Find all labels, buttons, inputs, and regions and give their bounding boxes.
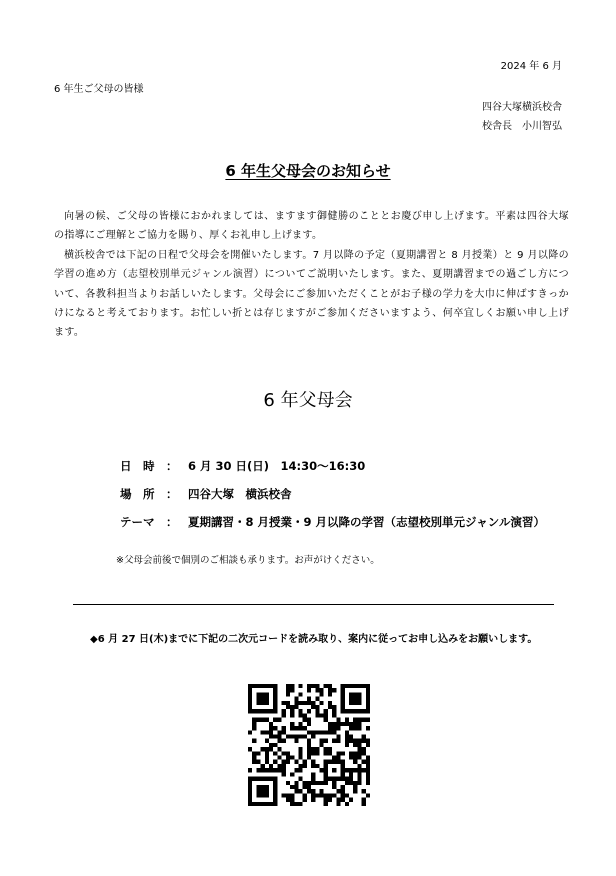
meeting-place-label: 場 所 ： [120,487,178,501]
meeting-title: 6 年父母会 [263,390,353,411]
meeting-theme-label: テーマ ： [120,515,178,529]
divider-line [73,604,554,605]
meeting-date-value: 6 月 30 日(日) 14:30〜16:30 [188,459,366,473]
document-date: 2024 年 6 月 [500,61,562,72]
body-text [54,207,569,343]
meeting-place-value: 四谷大塚 横浜校舎 [188,487,292,501]
consultation-note: ※父母会前後で個別のご相談も承ります。お声がけください。 [116,555,380,566]
meeting-theme-value: 夏期講習・8 月授業・9 月以降の学習（志望校別単元ジャンル演習） [188,515,545,529]
addressee: 6 年生ご父母の皆様 [54,84,144,95]
meeting-theme-row [120,514,545,530]
meeting-date-row [120,458,365,474]
notice-title-wrapper [0,160,616,181]
notice-title: 6 年生父母会のお知らせ [225,162,391,180]
body-paragraph-greeting: 向暑の候、ご父母の皆様におかれましては、ますます御健勝のこととお慶び申し上げます。平素は四谷大塚の指導にご理解とご協力を賜り、厚くお礼申し上げます。 [54,211,569,242]
principal-name: 校舎長 小川智弘 [482,121,562,132]
qr-code-image[interactable] [248,684,370,806]
school-name: 四谷大塚横浜校舎 [482,102,562,113]
meeting-place-row [120,486,292,502]
body-paragraph-details: 横浜校舎では下記の日程で父母会を開催いたします。7 月以降の予定（夏期講習と 8 月授業）と 9 月以降の学習の進め方（志望校別単元ジャンル演習）についてご説明いたします。また、夏期講習までの過ごし方について、各教科担当よりお話しいたします。父母会にご参加いただくことがお子様の学力を大巾に伸ばすきっかけになると考えております。お忙しい折とは存じますがご参加くださいますよう、何卒宜しくお願い申し上げます。 [54,249,569,339]
meeting-date-label: 日 時 ： [120,459,178,473]
registration-instruction: ◆6 月 27 日(木)までに下記の二次元コードを読み取り、案内に従ってお申し込みをお願いします。 [90,634,538,645]
